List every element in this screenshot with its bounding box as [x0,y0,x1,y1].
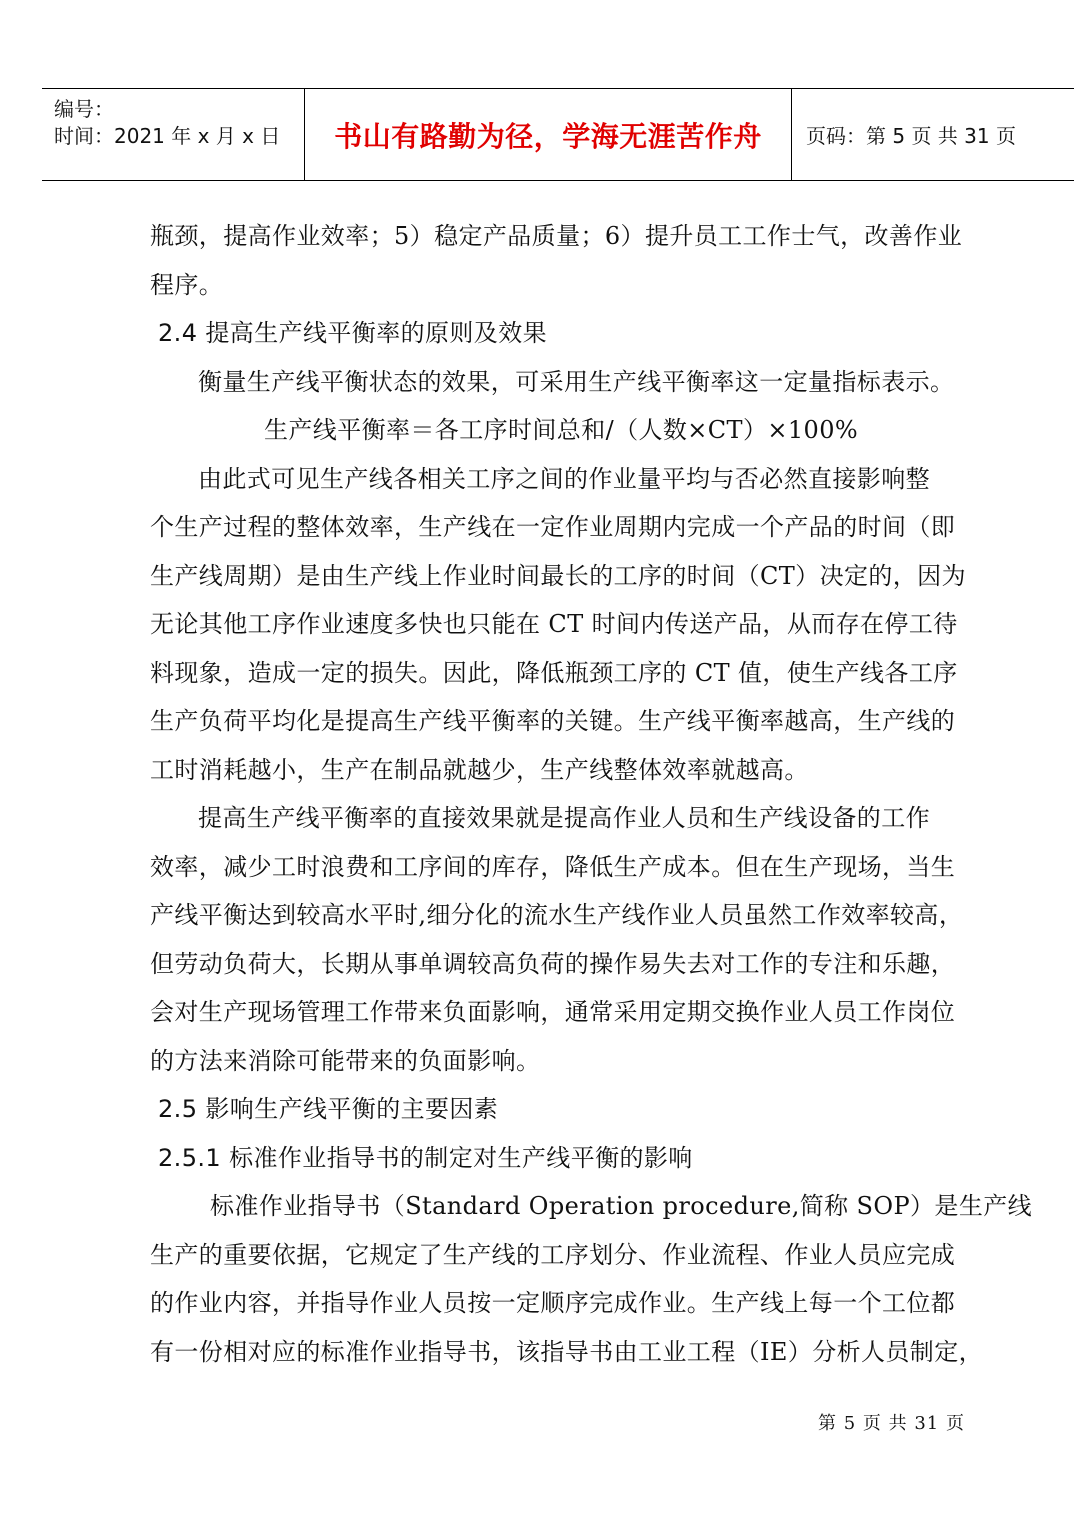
page-footer: 第 5 页 共 31 页 [818,1413,965,1434]
paragraph-line: 提高生产线平衡率的直接效果就是提高作业人员和生产线设备的工作 [198,804,930,832]
header-motto-cell [305,89,792,180]
paragraph-line: 有一份相对应的标准作业指导书，该指导书由工业工程（IE）分析人员制定， [150,1337,983,1366]
paragraph-line: 效率，减少工时浪费和工序间的库存，降低生产成本。但在生产现场，当生 [150,852,956,881]
header-motto: 书山有路勤为径，学海无涯苦作舟 [334,119,762,153]
document-number-label: 编号： [54,97,114,121]
paragraph-line: 工时消耗越小，生产在制品就越少，生产线整体效率就越高。 [150,755,809,784]
header-page-info: 页码：第 5 页 共 31 页 [806,124,1016,148]
paragraph-line: 生产的重要依据，它规定了生产线的工序划分、作业流程、作业人员应完成 [150,1240,956,1269]
paragraph-line: 生产线周期）是由生产线上作业时间最长的工序的时间（CT）决定的，因为 [150,561,966,590]
paragraph-line: 但劳动负荷大，长期从事单调较高负荷的操作易失去对工作的专注和乐趣， [150,949,956,978]
formula-line: 生产线平衡率＝各工序时间总和/（人数×CT）×100% [264,416,859,444]
paragraph-line: 料现象，造成一定的损失。因此，降低瓶颈工序的 CT 值，使生产线各工序 [150,658,958,687]
paragraph-line: 的作业内容，并指导作业人员按一定顺序完成作业。生产线上每一个工位都 [150,1289,956,1317]
paragraph-line: 瓶颈，提高作业效率；5）稳定产品质量；6）提升员工工作士气，改善作业 [150,222,963,250]
paragraph-line: 产线平衡达到较高水平时,细分化的流水生产线作业人员虽然工作效率较高， [150,901,964,929]
paragraph-line: 由此式可见生产线各相关工序之间的作业量平均与否必然直接影响整 [198,464,930,493]
paragraph-line: 会对生产现场管理工作带来负面影响，通常采用定期交换作业人员工作岗位 [150,998,956,1026]
paragraph-line: 无论其他工序作业速度多快也只能在 CT 时间内传送产品，从而存在停工待 [150,610,958,638]
document-date: 时间：2021 年 x 月 x 日 [54,124,281,148]
paragraph-line: 程序。 [150,270,224,299]
section-heading: 2.4 提高生产线平衡率的原则及效果 [158,319,547,347]
subsection-heading: 2.5.1 标准作业指导书的制定对生产线平衡的影响 [158,1143,693,1172]
paragraph-line: 生产负荷平均化是提高生产线平衡率的关键。生产线平衡率越高，生产线的 [150,707,956,735]
section-heading: 2.5 影响生产线平衡的主要因素 [158,1095,499,1123]
header-info-cell [42,89,305,180]
document-body [150,212,1033,1376]
paragraph-line: 个生产过程的整体效率，生产线在一定作业周期内完成一个产品的时间（即 [150,513,956,541]
paragraph-line: 衡量生产线平衡状态的效果，可采用生产线平衡率这一定量指标表示。 [198,367,955,396]
paragraph-line: 的方法来消除可能带来的负面影响。 [150,1046,541,1075]
header-table [42,88,1074,181]
paragraph-line: 标准作业指导书（Standard Operation procedure,简称 SOP）是生产线 [210,1192,1033,1220]
